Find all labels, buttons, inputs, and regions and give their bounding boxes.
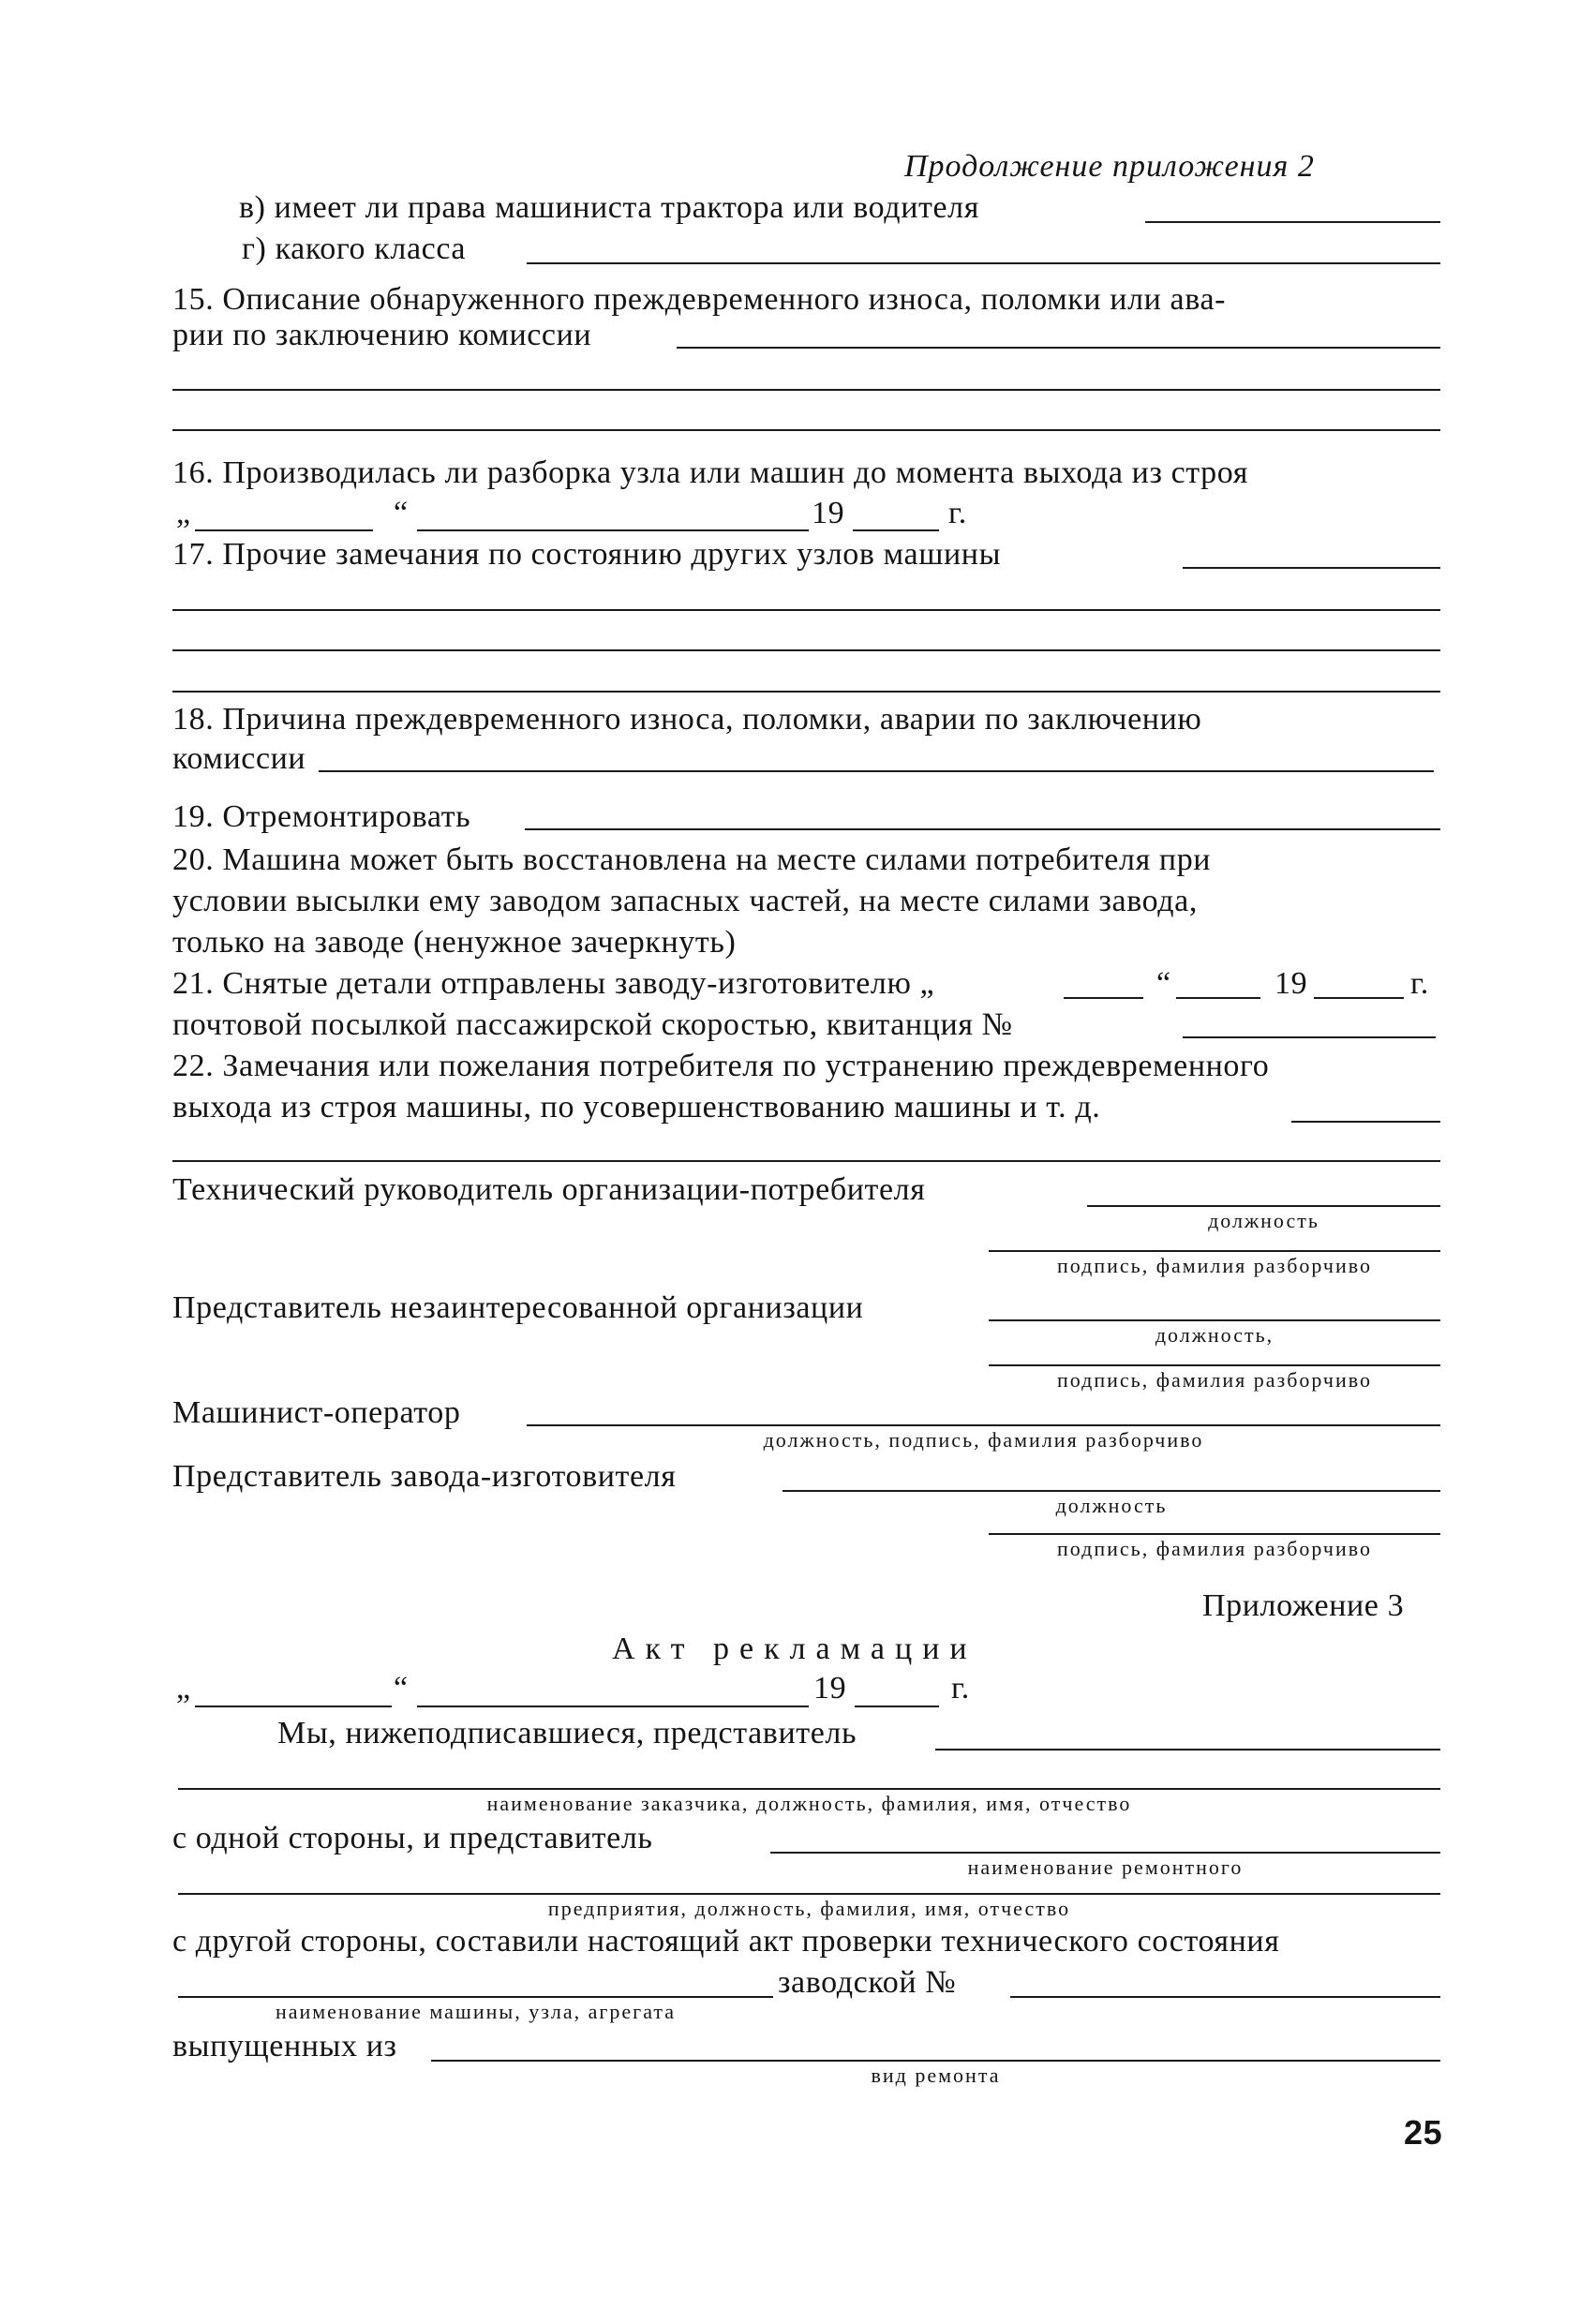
- item-17-line-4[interactable]: [172, 691, 1440, 693]
- item-21-year-line[interactable]: [1314, 997, 1404, 999]
- act-date-open-quote: „: [176, 1671, 191, 1706]
- rep-neutral-sign-caption: подпись, фамилия разборчиво: [1057, 1368, 1372, 1392]
- item-14v-line[interactable]: [1145, 221, 1440, 223]
- act-representative-line-1[interactable]: [935, 1749, 1440, 1750]
- item-18-text: 18. Причина преждевременного износа, поломки, аварии по заключению: [172, 702, 1202, 737]
- item-14g-line[interactable]: [527, 262, 1440, 264]
- rep-factory-position-line[interactable]: [783, 1490, 1440, 1492]
- rep-factory-label: Представитель завода-изготовителя: [172, 1459, 677, 1494]
- continuation-header: Продолжение приложения 2: [904, 149, 1315, 184]
- tech-lead-sign-line[interactable]: [989, 1250, 1440, 1252]
- page-number: 25: [1404, 2113, 1443, 2152]
- item-15-line-1[interactable]: [677, 347, 1440, 349]
- act-title: Акт рекламации: [612, 1631, 977, 1666]
- act-repair-type-caption: вид ремонта: [871, 2063, 1001, 2087]
- act-year-line[interactable]: [855, 1706, 939, 1707]
- item-17-line-2[interactable]: [172, 609, 1440, 611]
- act-factory-no-label: заводской №: [778, 1965, 957, 2000]
- act-representative-line-2[interactable]: [178, 1788, 1440, 1790]
- item-16-month-line[interactable]: [417, 529, 809, 531]
- item-22-line-2[interactable]: [172, 1160, 1440, 1162]
- act-enterprise-caption: предприятия, должность, фамилия, имя, отчество: [547, 1897, 1071, 1920]
- item-21-close-quote: “: [1156, 966, 1171, 1001]
- act-day-line[interactable]: [195, 1706, 392, 1707]
- rep-neutral-position-caption: должность,: [1155, 1323, 1275, 1347]
- item-15-text-cont: рии по заключению комиссии: [172, 318, 592, 352]
- item-18-line[interactable]: [319, 770, 1434, 772]
- act-date-close-quote: “: [394, 1671, 409, 1706]
- act-released-line[interactable]: [431, 2060, 1440, 2062]
- date-open-quote: „: [176, 496, 191, 530]
- item-16-text: 16. Производилась ли разборка узла или машин до момента выхода из строя: [172, 455, 1248, 490]
- item-17-line-1[interactable]: [1183, 567, 1440, 569]
- rep-factory-position-caption: должность: [1055, 1494, 1168, 1517]
- item-16-year-line[interactable]: [853, 529, 939, 531]
- act-one-side-text: с одной стороны, и представитель: [172, 1821, 653, 1855]
- item-21-month-line[interactable]: [1176, 997, 1260, 999]
- item-21-receipt-line[interactable]: [1183, 1036, 1436, 1038]
- act-enterprise-line[interactable]: [178, 1893, 1440, 1895]
- item-16-year-suffix: г.: [948, 496, 967, 530]
- item-21-year-suffix: г.: [1410, 966, 1429, 1001]
- rep-neutral-label: Представитель незаинтересованной организации: [172, 1290, 864, 1325]
- act-month-line[interactable]: [417, 1706, 809, 1707]
- date-close-quote: “: [394, 496, 409, 530]
- act-machine-line[interactable]: [178, 1996, 773, 1998]
- item-20-text: 20. Машина может быть восстановлена на месте силами потребителя при: [172, 842, 1212, 877]
- act-factory-no-line[interactable]: [1010, 1996, 1440, 1998]
- act-repair-line[interactable]: [770, 1852, 1440, 1854]
- rep-factory-sign-line[interactable]: [989, 1533, 1440, 1535]
- operator-line[interactable]: [527, 1424, 1440, 1426]
- rep-factory-sign-caption: подпись, фамилия разборчиво: [1057, 1537, 1372, 1560]
- tech-lead-sign-caption: подпись, фамилия разборчиво: [1057, 1254, 1372, 1277]
- item-20-text-cont1: условии высылки ему заводом запасных частей, на месте силами завода,: [172, 884, 1198, 918]
- item-17-line-3[interactable]: [172, 649, 1440, 651]
- item-14v-text: в) имеет ли права машиниста трактора или водителя: [239, 190, 979, 225]
- item-17-text: 17. Прочие замечания по состоянию других узлов машины: [172, 537, 1002, 572]
- appendix-3-label: Приложение 3: [1202, 1588, 1405, 1623]
- rep-neutral-position-line[interactable]: [989, 1319, 1440, 1321]
- item-19-line[interactable]: [525, 828, 1440, 830]
- act-machine-caption: наименование машины, узла, агрегата: [275, 2000, 677, 2023]
- rep-neutral-sign-line[interactable]: [989, 1364, 1440, 1366]
- item-15-text: 15. Описание обнаруженного преждевременного износа, поломки или ава-: [172, 282, 1227, 317]
- act-released-text: выпущенных из: [172, 2029, 397, 2063]
- item-21-year-prefix: 19: [1275, 966, 1308, 1001]
- act-year-prefix: 19: [813, 1671, 847, 1706]
- item-20-text-cont2: только на заводе (ненужное зачеркнуть): [172, 925, 737, 960]
- act-year-suffix: г.: [951, 1671, 970, 1706]
- tech-lead-position-line[interactable]: [1087, 1205, 1440, 1207]
- item-16-day-line[interactable]: [195, 529, 373, 531]
- act-other-side-text: с другой стороны, составили настоящий акт проверки технического состояния: [172, 1924, 1280, 1959]
- item-22-text: 22. Замечания или пожелания потребителя по устранению преждевременного: [172, 1049, 1270, 1083]
- item-18-text-cont: комиссии: [172, 741, 306, 776]
- item-21-text-cont: почтовой посылкой пассажирской скоростью, квитанция №: [172, 1007, 1013, 1042]
- tech-lead-label: Технический руководитель организации-потребителя: [172, 1172, 926, 1207]
- item-22-line-1[interactable]: [1291, 1121, 1440, 1123]
- item-19-text: 19. Отремонтировать: [172, 799, 471, 834]
- item-15-line-3[interactable]: [172, 429, 1440, 431]
- item-16-year-prefix: 19: [812, 496, 845, 530]
- item-14g-text: г) какого класса: [242, 231, 467, 266]
- operator-caption: должность, подпись, фамилия разборчиво: [763, 1428, 1204, 1452]
- item-22-text-cont: выхода из строя машины, по усовершенствованию машины и т. д.: [172, 1090, 1101, 1125]
- act-customer-caption: наименование заказчика, должность, фамилия, имя, отчество: [486, 1792, 1132, 1815]
- operator-label: Машинист-оператор: [172, 1395, 461, 1430]
- act-repair-caption: наименование ремонтного: [967, 1855, 1244, 1879]
- item-15-line-2[interactable]: [172, 389, 1440, 391]
- item-21-text: 21. Снятые детали отправлены заводу-изготовителю „: [172, 966, 935, 1001]
- tech-lead-position-caption: должность: [1208, 1209, 1319, 1232]
- item-21-day-line[interactable]: [1064, 997, 1143, 999]
- act-we-text: Мы, нижеподписавшиеся, представитель: [277, 1716, 857, 1750]
